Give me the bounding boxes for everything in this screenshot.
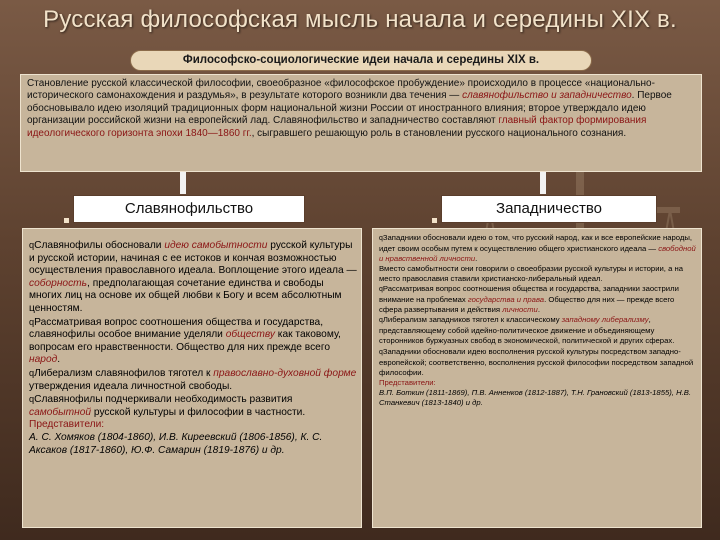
intro-text: , сыгравшего решающую роль в становлении русского национального сознания.: [251, 127, 627, 139]
list-item: Вместо самобытности они говорили о своеобразии русской культуры и истории, а на место православия ставили христианско-либеральный идеал.: [379, 264, 683, 284]
checkbox-bullet-icon: q: [29, 394, 35, 405]
westernism-title: Западничество: [441, 195, 657, 223]
checkbox-bullet-icon: q: [379, 286, 383, 294]
list-item: qЗападники обосновали идею о том, что русский народ, как и все европейские народы, идет своим особым путем к осуществлению общего христианского идеала — свободной и нравственной личности.: [379, 233, 696, 264]
checkbox-bullet-icon: q: [379, 235, 383, 242]
bullet-marker: [432, 218, 437, 223]
slavophilism-title: Славянофильство: [73, 195, 305, 223]
list-item: qСлавянофилы обосновали идею самобытности русской культуры и русской истории, начиная с ее истоков и кончая возможностью осуществления православного идеала. Воплощение этого идеала — соборность, предполагающая сочетание единства и свободы многих лиц на основе их общей любви к Богу и всем абсолютным ценностям.: [29, 240, 357, 314]
intro-text: Становление русской классической философии, своеобразное «философское пробуждение» происходило в процессе «национально-исторического самонахождения и раздумья», в результате которого возникли два течения —: [27, 78, 655, 102]
intro-highlight: славянофильство и западничество: [462, 90, 632, 102]
bullet-marker: [64, 218, 69, 223]
representatives-label: Представители:: [379, 377, 436, 387]
westernism-panel: [372, 228, 702, 528]
section-header: Философско-социологические идеи начала и середины XIX в.: [130, 50, 592, 71]
checkbox-bullet-icon: q: [29, 367, 35, 378]
list-item: qЛиберализм славянофилов тяготел к православно-духовной форме утверждения идеала личностной свободы.: [29, 367, 357, 392]
representatives-list: А. С. Хомяков (1804-1860), И.В. Киреевский (1806-1856), К. С. Аксаков (1817-1860), Ю.Ф. Самарин (1819-1876) и др.: [29, 431, 323, 456]
checkbox-bullet-icon: q: [379, 317, 383, 325]
slavophilism-panel: [22, 228, 362, 528]
list-item: qЛиберализм западников тяготел к классическому западному либерализму, представляющему собой идейно-политическое движение и объединяющему сторонников буржуазных свобод в экономической, политической и других сферах.: [379, 315, 675, 346]
connector-left: [180, 172, 186, 194]
intro-highlight: главный фактор формирования идеологического горизонта эпохи 1840—1860 гг.: [27, 115, 647, 139]
checkbox-bullet-icon: q: [29, 316, 35, 327]
checkbox-bullet-icon: q: [379, 348, 383, 356]
list-item: qЗападники обосновали идею восполнения русской культуры посредством западно-европейской; соответственно, восполнения русской философии посредством западной философии.: [379, 346, 694, 377]
intro-text: . Первое обосновывало идею изоляций традиционных форм национальной жизни России от иностранного влияния; второе утверждало идею организации российской жизни на европейский лад. Славянофильство и западничество составляют: [27, 90, 672, 127]
slide-title: Русская философская мысль начала и середины XIX в.: [43, 6, 677, 33]
list-item: qРассматривая вопрос соотношения общества и государства, славянофилы особое внимание уделяли обществу как таковому, вопросам его нравственности. Общество для них прежде всего народ.: [29, 316, 341, 366]
representatives-list: В.П. Боткин (1811-1869), П.В. Анненков (1812-1887), Т.Н. Грановский (1813-1855), Н.В. Станкевич (1813-1840) и др.: [379, 387, 692, 407]
list-item: qРассматривая вопрос соотношения общества и государства, западники заострили внимание на проблемах государства и права. Общество для них — прежде всего сфера развертывания и действия личности.: [379, 284, 679, 315]
checkbox-bullet-icon: q: [29, 240, 35, 250]
list-item: qСлавянофилы подчеркивали необходимость развития самобытной русской культуры и философии в частности.: [29, 394, 306, 418]
intro-text-box: [20, 74, 702, 172]
representatives-label: Представители:: [29, 419, 105, 431]
connector-right: [540, 172, 546, 194]
